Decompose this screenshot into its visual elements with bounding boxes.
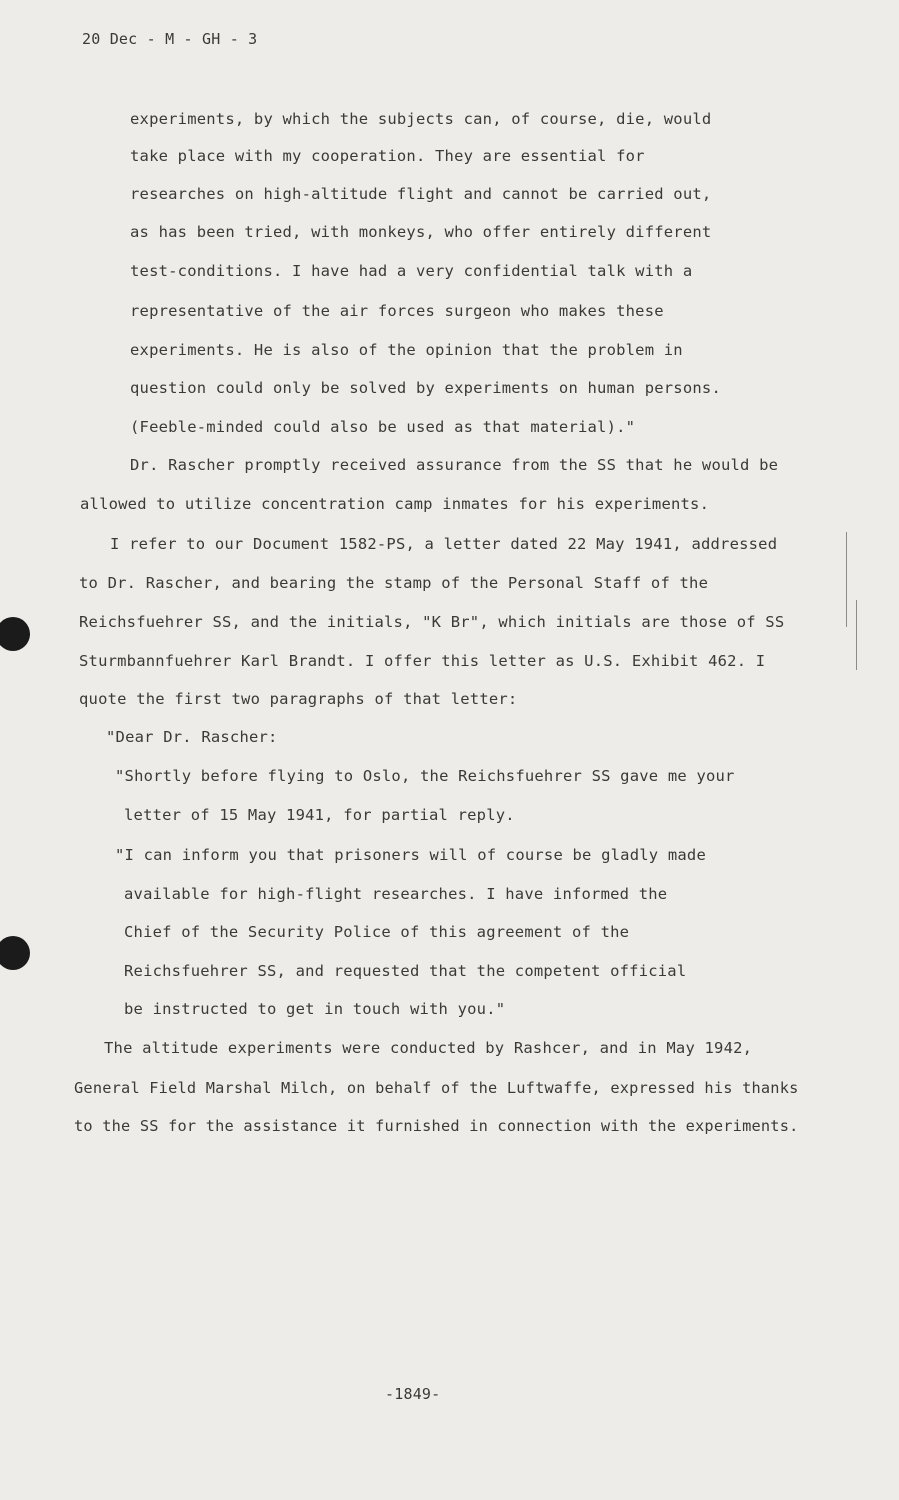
page-header: 20 Dec - M - GH - 3 [82,30,258,48]
text-line: question could only be solved by experiments on human persons. [130,379,721,397]
text-line: researches on high-altitude flight and cannot be carried out, [130,185,712,203]
text-line: test-conditions. I have had a very confidential talk with a [130,262,693,280]
text-line: as has been tried, with monkeys, who offer entirely different [130,223,712,241]
text-line: to Dr. Rascher, and bearing the stamp of the Personal Staff of the [79,574,709,592]
text-line: I refer to our Document 1582-PS, a letter dated 22 May 1941, addressed [110,535,778,553]
text-line: take place with my cooperation. They are essential for [130,147,645,165]
text-line: "Shortly before flying to Oslo, the Reichsfuehrer SS gave me your [115,767,735,785]
text-line: "Dear Dr. Rascher: [106,728,278,746]
page-number: -1849- [385,1385,441,1403]
text-line: Dr. Rascher promptly received assurance from the SS that he would be [130,456,779,474]
text-line: to the SS for the assistance it furnished in connection with the experiments. [74,1117,799,1135]
margin-line-mark [856,600,857,670]
text-line: allowed to utilize concentration camp inmates for his experiments. [80,495,710,513]
text-line: "I can inform you that prisoners will of course be gladly made [115,846,706,864]
binder-hole [0,936,30,970]
text-line: Reichsfuehrer SS, and requested that the competent official [124,962,687,980]
binder-hole [0,617,30,651]
text-line: Reichsfuehrer SS, and the initials, "K Br", which initials are those of SS [79,613,785,631]
text-line: Sturmbannfuehrer Karl Brandt. I offer this letter as U.S. Exhibit 462. I [79,652,766,670]
text-line: available for high-flight researches. I have informed the [124,885,668,903]
text-line: (Feeble-minded could also be used as that material)." [130,418,636,436]
text-line: General Field Marshal Milch, on behalf of the Luftwaffe, expressed his thanks [74,1079,799,1097]
text-line: representative of the air forces surgeon who makes these [130,302,664,320]
margin-line-mark [846,532,847,627]
text-line: Chief of the Security Police of this agreement of the [124,923,630,941]
text-line: quote the first two paragraphs of that letter: [79,690,518,708]
text-line: letter of 15 May 1941, for partial reply. [124,806,515,824]
text-line: The altitude experiments were conducted by Rashcer, and in May 1942, [104,1039,753,1057]
text-line: experiments, by which the subjects can, of course, die, would [130,110,712,128]
text-line: experiments. He is also of the opinion that the problem in [130,341,683,359]
text-line: be instructed to get in touch with you." [124,1000,506,1018]
